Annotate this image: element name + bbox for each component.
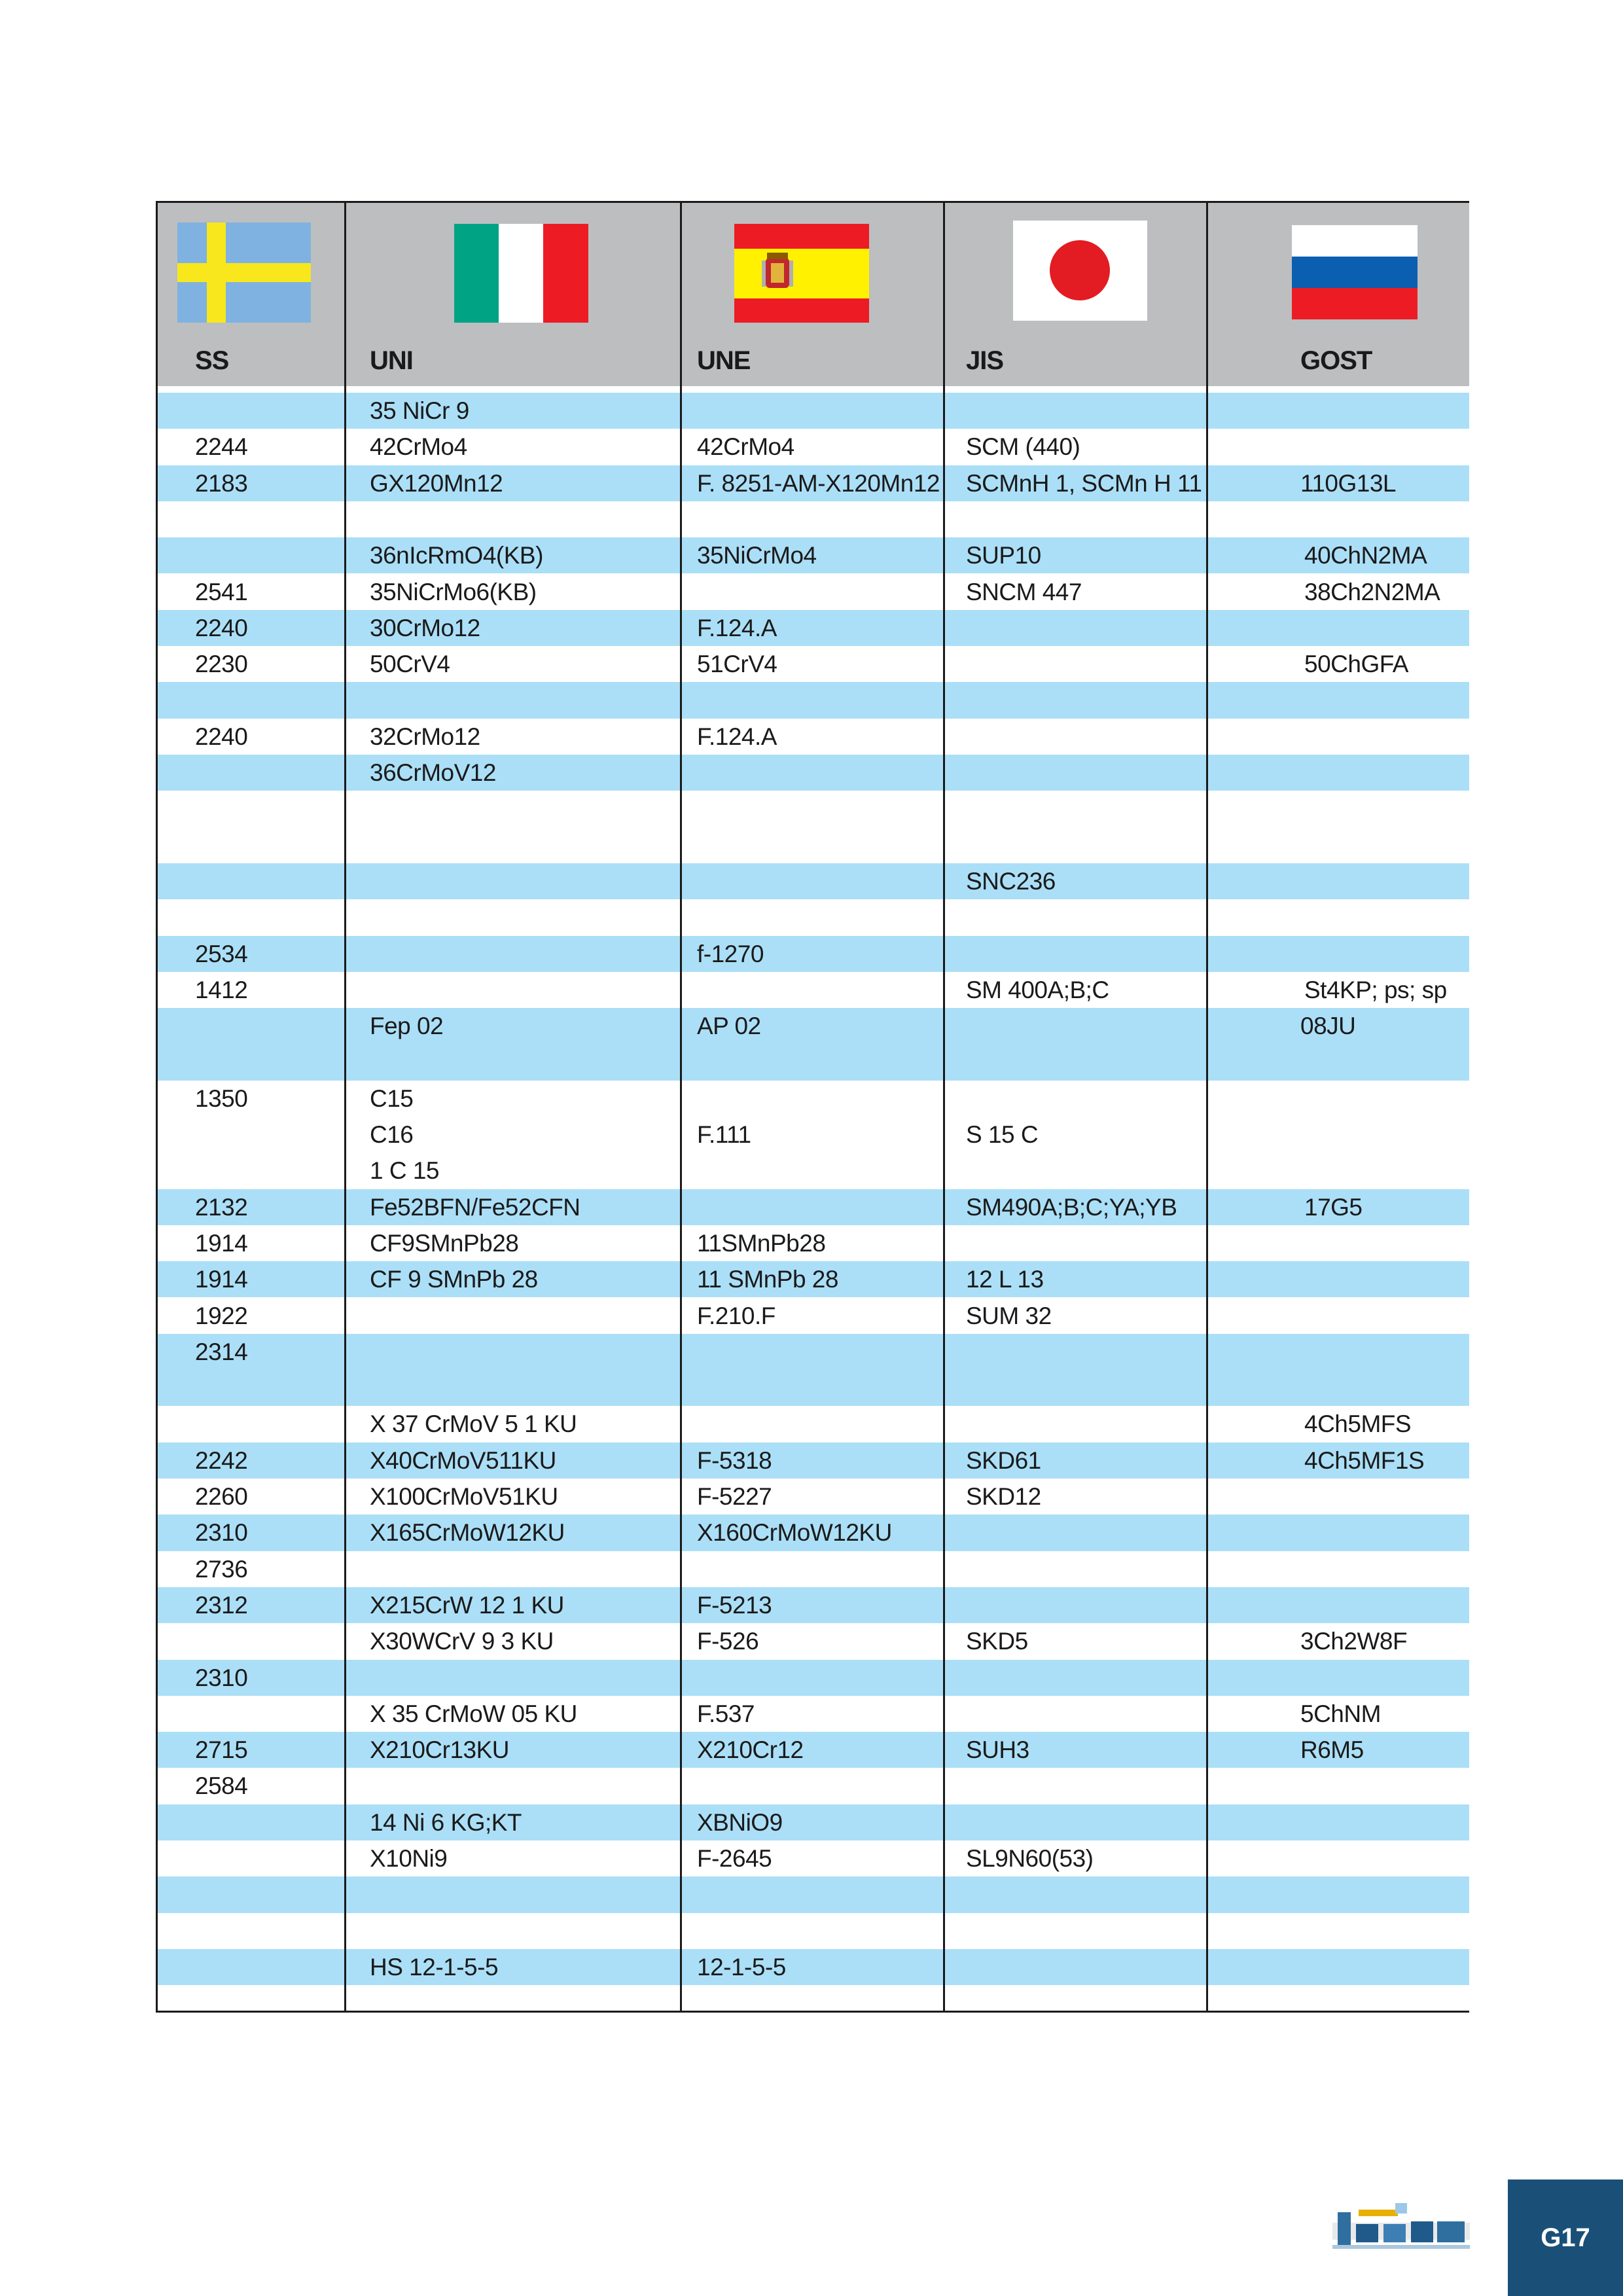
cell-uni: 35NiCrMo6(KB) (370, 578, 537, 605)
company-logo-icon (1332, 2198, 1470, 2253)
cell-une: 35NiCrMo4 (697, 542, 817, 569)
cell-uni: C15 C16 1 C 15 (370, 1085, 440, 1185)
table-row (156, 1587, 1469, 1623)
table-row (156, 863, 1469, 899)
cell-ss: 2314 (195, 1338, 248, 1365)
table-row (156, 791, 1469, 863)
table-row (156, 1660, 1469, 1696)
cell-ss: 2244 (195, 433, 248, 461)
table-row (156, 1804, 1469, 1840)
table-row (156, 1623, 1469, 1659)
cell-une: 51CrV4 (697, 651, 777, 678)
table-row (156, 1949, 1469, 1985)
cell-ss: 2242 (195, 1446, 248, 1474)
cell-ss: 2310 (195, 1664, 248, 1691)
cell-jis: SKD61 (966, 1446, 1041, 1474)
cell-une: AP 02 (697, 1013, 761, 1040)
table-top-border (156, 201, 1469, 203)
cell-uni: CF 9 SMnPb 28 (370, 1266, 538, 1293)
cell-une: 11 SMnPb 28 (697, 1266, 838, 1293)
table-row (156, 1008, 1469, 1081)
cell-uni: CF9SMnPb28 (370, 1229, 519, 1257)
table-row (156, 1732, 1469, 1768)
table-row (156, 1406, 1469, 1442)
cell-ss: 1350 (195, 1085, 248, 1112)
column-divider (680, 201, 682, 2013)
cell-uni: X10Ni9 (370, 1845, 448, 1872)
cell-une: F-526 (697, 1628, 759, 1655)
cell-uni: X 35 CrMoW 05 KU (370, 1700, 577, 1727)
cell-uni: 36nIcRmO4(KB) (370, 542, 543, 569)
cell-gost: 110G13L (1300, 469, 1396, 497)
cell-une: X160CrMoW12KU (697, 1519, 892, 1547)
cell-jis: SNCM 447 (966, 578, 1082, 605)
cell-gost: 50ChGFA (1304, 651, 1408, 678)
table-row (156, 1081, 1469, 1189)
spain-flag-icon (734, 224, 869, 323)
table-row (156, 610, 1469, 646)
table-row (156, 1298, 1469, 1334)
cell-uni: 36CrMoV12 (370, 759, 496, 786)
table-row (156, 1876, 1469, 1912)
cell-ss: 2230 (195, 651, 248, 678)
cell-jis: SKD12 (966, 1483, 1041, 1510)
cell-gost: 3Ch2W8F (1300, 1628, 1408, 1655)
cell-uni: Fe52BFN/Fe52CFN (370, 1193, 580, 1221)
table-row (156, 936, 1469, 972)
cell-ss: 2534 (195, 940, 248, 967)
cell-jis: SKD5 (966, 1628, 1028, 1655)
cell-jis: SM 400A;B;C (966, 976, 1109, 1003)
table-row (156, 899, 1469, 935)
header-uni: UNI (370, 346, 413, 375)
cell-une: F.210.F (697, 1302, 776, 1329)
cell-jis: S 15 C (966, 1121, 1039, 1148)
cell-ss: 2132 (195, 1193, 248, 1221)
cell-une: X210Cr12 (697, 1736, 804, 1764)
table-row (156, 719, 1469, 755)
cell-uni: 35 NiCr 9 (370, 397, 469, 424)
cell-une: F-5213 (697, 1591, 772, 1619)
column-divider (1206, 201, 1208, 2013)
cell-ss: 2736 (195, 1555, 248, 1583)
table-row (156, 755, 1469, 791)
cell-une: F-5227 (697, 1483, 772, 1510)
page-number-box (1508, 2179, 1623, 2296)
column-divider (943, 201, 945, 2013)
cell-une: 11SMnPb28 (697, 1229, 826, 1257)
cell-jis: SCM (440) (966, 433, 1080, 461)
cell-ss: 2715 (195, 1736, 248, 1764)
table-row (156, 1696, 1469, 1732)
cell-uni: HS 12-1-5-5 (370, 1953, 499, 1981)
cell-ss: 2183 (195, 469, 248, 497)
table-row (156, 1443, 1469, 1479)
cell-ss: 1412 (195, 976, 248, 1003)
cell-uni: X215CrW 12 1 KU (370, 1591, 564, 1619)
header-ss: SS (195, 346, 229, 375)
table-bottom-border (156, 2011, 1469, 2013)
cell-jis: 12 L 13 (966, 1266, 1044, 1293)
cell-uni: 32CrMo12 (370, 723, 480, 750)
cell-ss: 2240 (195, 614, 248, 641)
cell-gost: 08JU (1300, 1013, 1356, 1040)
cell-gost: 17G5 (1304, 1193, 1363, 1221)
cell-ss: 2312 (195, 1591, 248, 1619)
cell-uni: 30CrMo12 (370, 614, 480, 641)
cell-gost: 4Ch5MF1S (1304, 1446, 1425, 1474)
cell-uni: X210Cr13KU (370, 1736, 510, 1764)
cell-une: F.537 (697, 1700, 755, 1727)
cell-uni: X40CrMoV511KU (370, 1446, 556, 1474)
table-left-border (156, 201, 158, 2013)
russia-flag-icon (1292, 225, 1418, 319)
cell-jis: SL9N60(53) (966, 1845, 1094, 1872)
table-row (156, 1913, 1469, 1949)
header-gost: GOST (1300, 346, 1372, 375)
table-row (156, 1479, 1469, 1515)
cell-gost: 38Ch2N2MA (1304, 578, 1440, 605)
cell-une: F.124.A (697, 614, 777, 641)
cell-ss: 2310 (195, 1519, 248, 1547)
cell-uni: 14 Ni 6 KG;KT (370, 1808, 522, 1836)
cell-jis: SUM 32 (966, 1302, 1052, 1329)
italy-flag-icon (454, 224, 588, 323)
header-jis: JIS (966, 346, 1004, 375)
table-row (156, 682, 1469, 718)
sweden-flag-icon (177, 223, 311, 323)
table-row (156, 501, 1469, 537)
cell-une: 42CrMo4 (697, 433, 794, 461)
cell-uni: Fep 02 (370, 1013, 444, 1040)
cell-une: 12-1-5-5 (697, 1953, 786, 1981)
cell-jis: SUH3 (966, 1736, 1029, 1764)
cell-uni: X165CrMoW12KU (370, 1519, 565, 1547)
cell-uni: X 37 CrMoV 5 1 KU (370, 1410, 577, 1438)
cell-gost: St4KP; ps; sp (1304, 976, 1447, 1003)
cell-jis: SNC236 (966, 867, 1056, 895)
cell-ss: 2240 (195, 723, 248, 750)
cell-ss: 1914 (195, 1229, 248, 1257)
cell-ss: 2541 (195, 578, 248, 605)
page-number: G17 (1541, 2223, 1590, 2252)
cell-uni: 50CrV4 (370, 651, 450, 678)
cell-gost: 5ChNM (1300, 1700, 1381, 1727)
cell-gost: 40ChN2MA (1304, 542, 1427, 569)
cell-ss: 2584 (195, 1772, 248, 1800)
header-une: UNE (697, 346, 751, 375)
cell-une: F.124.A (697, 723, 777, 750)
cell-uni: X100CrMoV51KU (370, 1483, 558, 1510)
steel-equivalents-table (156, 201, 1469, 2013)
table-row (156, 972, 1469, 1008)
cell-une: F.111 (697, 1121, 751, 1148)
table-row (156, 1551, 1469, 1587)
cell-une: F-2645 (697, 1845, 772, 1872)
table-row (156, 1189, 1469, 1225)
table-row (156, 1768, 1469, 1804)
cell-ss: 1914 (195, 1266, 248, 1293)
cell-uni: 42CrMo4 (370, 433, 467, 461)
cell-gost: R6M5 (1300, 1736, 1364, 1764)
cell-jis: SCMnH 1, SCMn H 11 (966, 469, 1202, 497)
cell-jis: SUP10 (966, 542, 1041, 569)
cell-ss: 2260 (195, 1483, 248, 1510)
table-row (156, 1334, 1469, 1407)
cell-une: f-1270 (697, 940, 764, 967)
japan-flag-icon (1013, 221, 1147, 321)
cell-une: XBNiO9 (697, 1808, 783, 1836)
table-row (156, 393, 1469, 429)
cell-uni: X30WCrV 9 3 KU (370, 1628, 554, 1655)
table-row (156, 646, 1469, 682)
cell-ss: 1922 (195, 1302, 248, 1329)
table-row (156, 429, 1469, 465)
table-row (156, 1840, 1469, 1876)
cell-une: F-5318 (697, 1446, 772, 1474)
cell-gost: 4Ch5MFS (1304, 1410, 1412, 1438)
cell-uni: GX120Mn12 (370, 469, 503, 497)
table-row (156, 574, 1469, 610)
cell-une: F. 8251-AM-X120Mn12 (697, 469, 940, 497)
cell-jis: SM490A;B;C;YA;YB (966, 1193, 1177, 1221)
column-divider (344, 201, 346, 2013)
